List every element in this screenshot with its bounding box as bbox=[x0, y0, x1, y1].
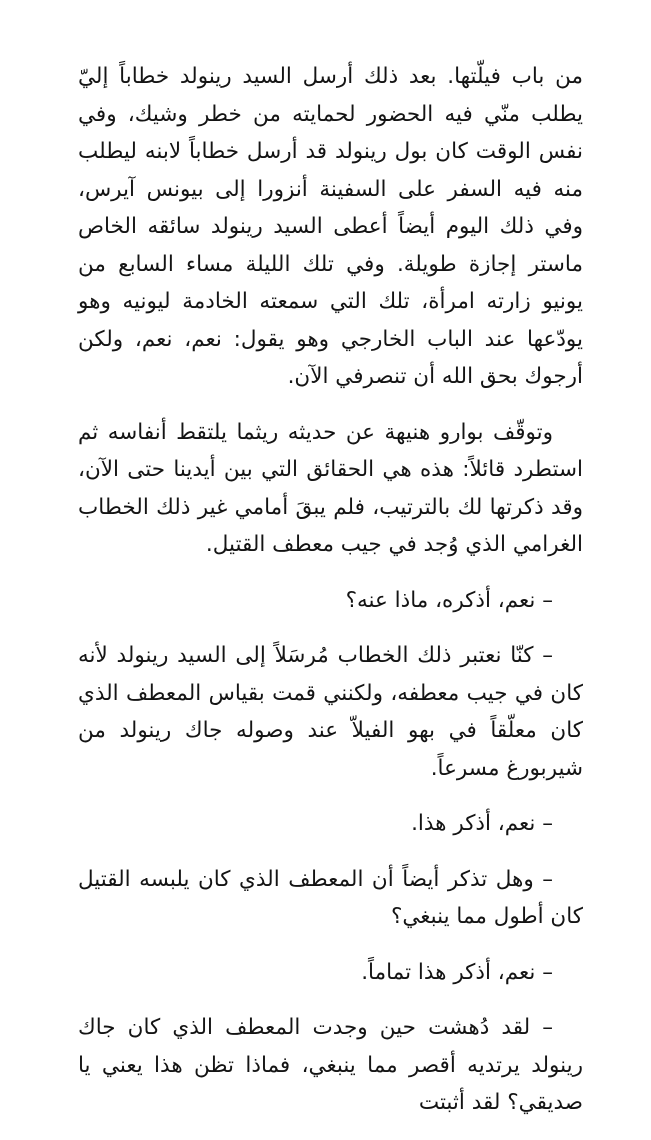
book-page-text bbox=[78, 58, 583, 1140]
dialogue-line: – كنّا نعتبر ذلك الخطاب مُرسَلاً إلى السيد رينولد لأنه كان في جيب معطفه، ولكنني قمت بقياس المعطف الذي كان معلّقاً في بهو الفيلاّ عند وصوله جاك رينولد من شيربورغ مسرعاً. bbox=[78, 643, 583, 781]
dialogue-line: – لقد دُهشت حين وجدت المعطف الذي كان جاك رينولد يرتديه أقصر مما ينبغي، فماذا تظن هذا يعني يا صديقي؟ لقد أثبتت bbox=[78, 1015, 583, 1115]
dialogue-line: – نعم، أذكر هذا. bbox=[411, 811, 553, 836]
dialogue-line: – نعم، أذكره، ماذا عنه؟ bbox=[345, 587, 553, 613]
dialogue-line: – وهل تذكر أيضاً أن المعطف الذي كان يلبسه القتيل كان أطول مما ينبغي؟ bbox=[78, 866, 583, 929]
paragraph-narrative: وتوقّف بوارو هنيهة عن حديثه ريثما يلتقط أنفاسه ثم استطرد قائلاً: هذه هي الحقائق التي بين أيدينا حتى الآن، وقد ذكرتها لك بالترتيب، فلم يبقَ أمامي غير ذلك الخطاب الغرامي الذي وُجد في جيب معطف القتيل. bbox=[78, 419, 583, 557]
dialogue-line: – نعم، أذكر هذا تماماً. bbox=[361, 959, 553, 985]
paragraph-narrative: من باب فيلّتها. بعد ذلك أرسل السيد رينولد خطاباً إليّ يطلب منّي فيه الحضور لحمايته من خطر وشيك، وفي نفس الوقت كان بول رينولد قد أرسل خطاباً لابنه ليطلب منه فيه السفر على السفينة أنزورا إلى بيونس آيرس، وفي ذلك اليوم أيضاً أعطى السيد رينولد سائقه الخاص ماستر إجازة طويلة. وفي تلك الليلة مساء السابع من يونيو زارته امرأة، تلك التي سمعته الخادمة ليونيه وهو يودّعها عند الباب الخارجي وهو يقول: نعم، نعم، ولكن أرجوك بحق الله أن تنصرفي الآن. bbox=[78, 64, 583, 389]
